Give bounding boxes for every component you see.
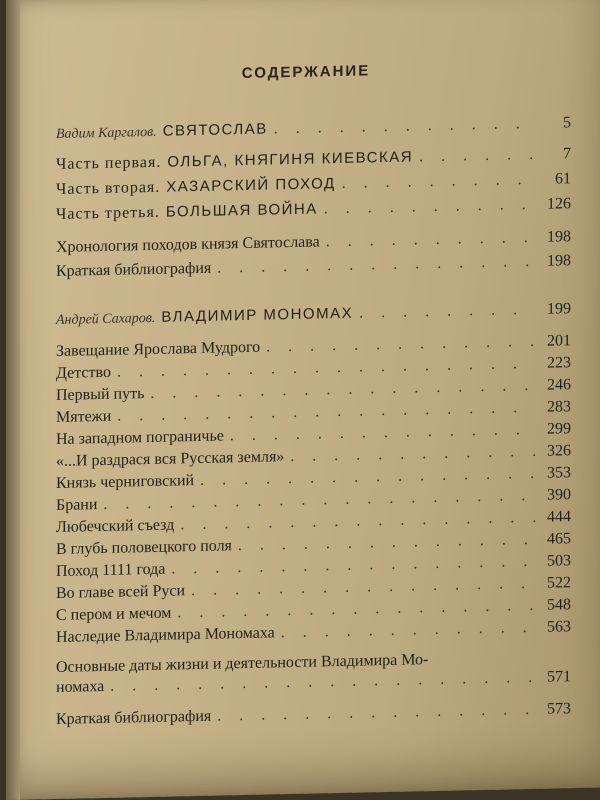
page-number: 522: [547, 574, 571, 592]
entry-title-line2: номаха: [56, 677, 105, 696]
entry-title: Завещание Ярослава Мудрого: [56, 338, 261, 360]
page-number: 503: [547, 552, 571, 570]
toc-heading: СОДЕРЖАНИЕ: [241, 62, 371, 83]
page-number: 563: [547, 618, 571, 636]
page-number: 223: [547, 354, 571, 372]
part-prefix: Часть первая.: [56, 153, 162, 173]
dot-leader: [290, 443, 535, 466]
toc-section-svyatoslav: [56, 114, 571, 147]
page-number: 299: [547, 420, 571, 438]
dot-leader: [217, 253, 535, 278]
page-number: 571: [547, 668, 571, 686]
entry-title: В глубь половецкого поля: [56, 537, 232, 558]
page-number: 7: [563, 145, 571, 163]
page-number: 126: [547, 195, 571, 213]
section-title: ВЛАДИМИР МОНОМАХ: [161, 304, 354, 326]
page-number: 444: [547, 508, 571, 526]
page-number: 353: [547, 464, 571, 482]
entry-title: Наследие Владимира Мономаха: [56, 624, 275, 646]
entry-title: БОЛЬШАЯ ВОЙНА: [165, 200, 318, 221]
page-number: 390: [547, 486, 571, 504]
page-number: 199: [547, 300, 571, 318]
dot-leader: [274, 115, 535, 138]
page-number: 198: [547, 228, 571, 246]
dot-leader: [359, 301, 535, 323]
toc-section-monomakh: [56, 300, 571, 333]
part-prefix: Часть вторая.: [56, 178, 161, 198]
entry-title: Детство: [56, 363, 111, 382]
entry-title: ОЛЬГА, КНЯГИНЯ КИЕВСКАЯ: [167, 148, 414, 171]
entry-title: Князь черниговский: [56, 472, 195, 492]
dot-leader: [324, 196, 535, 218]
part-prefix: Часть третья.: [56, 203, 160, 223]
page-number: 326: [547, 442, 571, 460]
entry-title: На западном пограничье: [56, 427, 224, 448]
page-number: 573: [547, 700, 571, 718]
entry-title: Краткая библиография: [56, 259, 212, 280]
toc-entry-multiline: [56, 648, 571, 699]
dot-leader: [217, 701, 535, 726]
entry-title: Любечский съезд: [56, 516, 175, 536]
section-title: СВЯТОСЛАВ: [162, 120, 268, 140]
author-name: Вадим Каргалов.: [56, 124, 157, 142]
page-number: 201: [547, 332, 571, 350]
entry-title: Краткая библиография: [56, 707, 212, 728]
dot-leader: [419, 146, 535, 166]
author-name: Андрей Сахаров.: [56, 310, 156, 328]
table-of-contents: [6, 0, 600, 800]
entry-title: Во главе всей Руси: [56, 582, 186, 602]
entry-title: Первый путь: [56, 385, 145, 404]
entry-title: Брани: [56, 496, 98, 514]
entry-title: Хронология походов князя Святослава: [56, 233, 320, 256]
page-number: 246: [547, 376, 571, 394]
page-number: 5: [563, 114, 571, 132]
dot-leader: [342, 171, 535, 193]
book-page: [6, 0, 600, 800]
toc-entry: [56, 700, 571, 733]
page-number: 548: [547, 596, 571, 614]
page-number: 198: [547, 252, 571, 270]
page-number: 61: [555, 170, 571, 188]
entry-title-line1: Основные даты жизни и деятельности Владимира Мо-: [56, 651, 429, 676]
entry-title: ХАЗАРСКИЙ ПОХОД: [166, 175, 336, 196]
dot-leader: [266, 333, 535, 357]
entry-title: «...И раздрася вся Русская земля»: [56, 448, 285, 470]
page-number: 465: [547, 530, 571, 548]
entry-title: Поход 1111 года: [56, 560, 166, 580]
page-number: 283: [547, 398, 571, 416]
entry-title: Мятежи: [56, 407, 112, 426]
entry-title: С пером и мечом: [56, 604, 172, 624]
dot-leader: [326, 229, 535, 251]
